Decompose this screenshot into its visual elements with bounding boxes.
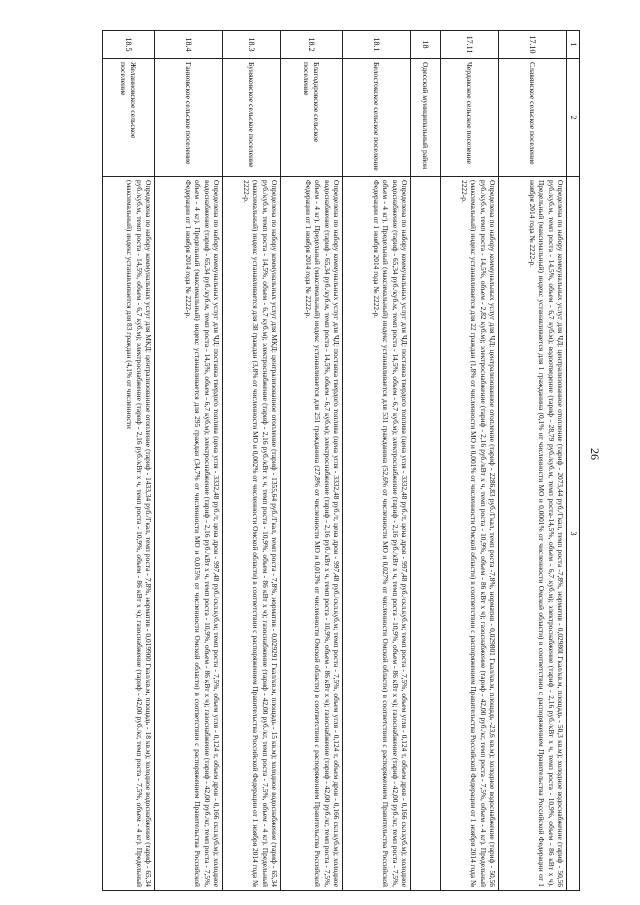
municipality-name: Ганновское сельское поселение <box>155 59 223 177</box>
row-description: Определена по набору коммунальных услуг для ЧД: централизованное отопление (тариф - 2286,83 руб./Гкал, темп роста -7,8%, норматив - 0,029801 Гкал/кв.м, площадь -23,6 кв.м); холодное водоснабжение (тариф - 50,56 руб./куб.м, темп роста - 14,5%, объем - 2,82 куб.м); электроснабжение (тариф - 2,16 руб./кВт x ч, темп роста - 10,9%, объем - 86 кВт x ч); газоснабжение (тариф - 42,00 руб./кг, темп роста - 7,5%, объем - 4 кг). Предельный (максимальный) индекс устанавливается для 22 граждан (1,8% от численности МО и 0,001% от численности Омской области) в соответствии с распоряжением Правительства Российской Федерации от 1 ноября 2014 года № 2222-р. <box>441 177 499 891</box>
row-number: 18.3 <box>223 31 281 59</box>
row-description: Определена по набору коммунальных услуг для МКД: централизованное отопление (тариф - 1433,34 руб./Гкал, темп роста - 7,8%, норматив - 0,019900 Гкал/кв.м, площадь - 18 кв.м); холодное водоснабжение (тариф - 65,34 руб./куб.м, темп роста - 14,5%, объем - 6,7 куб.м); электроснабжение (тариф - 2,16 руб./кВт x ч, темп роста - 10,9%, объем - 86 кВт x ч); газоснабжение (тариф - 42,00 руб./кг, темп роста - 7,5%, объем - 4 кг). Предельный (максимальный) индекс устанавливается для 83 граждан (4,1% от численности <box>103 177 155 891</box>
municipality-name: Славянское сельское поселение <box>499 59 567 177</box>
row-number: 18.1 <box>343 31 411 59</box>
header-col-2: 2 <box>567 59 580 177</box>
table-header-row <box>567 31 580 891</box>
table-row <box>343 31 411 891</box>
table-row <box>411 31 441 891</box>
row-number: 18.2 <box>281 31 343 59</box>
row-description <box>411 177 441 891</box>
municipality-name: Чердакское сельское поселение <box>441 59 499 177</box>
row-number: 18 <box>411 31 441 59</box>
page-number: 26 <box>588 448 602 460</box>
table-row <box>103 31 155 891</box>
row-number: 18.4 <box>155 31 223 59</box>
municipality-name: Одесский муниципальный район <box>411 59 441 177</box>
row-number: 17.10 <box>499 31 567 59</box>
municipality-name: Буняковское сельское поселение <box>223 59 281 177</box>
row-description: Определена по набору коммунальных услуг для ЧД: поставка твердого топлива (цена угля - 3332,48 руб./т, цена дров - 997,48 руб./скл.куб.м; темп роста - 7,5%, объем угля - 0,124 т, объем дров - 0,166 скл.куб.м); холодное водоснабжение (тариф - 65,34 руб./куб.м, темп роста - 14,5%, объем - 6,7 куб.м); электроснабжение (тариф - 2,16 руб./кВт x ч, темп роста - 10,9%, объем - 86 кВт x ч); газоснабжение (тариф - 42,00 руб./кг, темп роста - 7,5%, объем - 4 кг). Предельный (максимальный) индекс устанавливается для 531 гражданина (52,6% от численности МО и 0,027% от численности Омской области) в соответствии с распоряжением Правительства Российской Федерации от 1 ноября 2014 года № 2222-р. <box>343 177 411 891</box>
table-row <box>441 31 499 891</box>
table-row <box>281 31 343 891</box>
row-description: Определена по набору коммунальных услуг для МКД: централизованное отопление (тариф - 1355,64 руб./Гкал, темп роста - 7,8%, норматив - 0,029291 Гкал/кв.м, площадь - 15 кв.м); холодное водоснабжение (тариф - 65,34 руб./куб.м, темп роста - 14,5%, объем - 6,7 куб.м); электроснабжение (тариф - 2,16 руб./кВт x ч, темп роста - 10,9%, объем - 86 кВт x ч); газоснабжение (тариф - 42,00 руб./кг, темп роста - 7,5%, объем - 4 кг). Предельный (максимальный) индекс устанавливается для 38 граждан (3,8% от численности МО и 0,002% от численности Омской области) в соответствии с распоряжением Правительства Российской Федерации от 1 ноября 2014 года № 2222-р. <box>223 177 281 891</box>
table-row <box>223 31 281 891</box>
row-number: 18.5 <box>103 31 155 59</box>
tariff-table <box>102 30 580 891</box>
row-number: 17.11 <box>441 31 499 59</box>
header-col-1: 1 <box>567 31 580 59</box>
municipality-name: Благодаровское сельское поселение <box>281 59 343 177</box>
row-description: Определена по набору коммунальных услуг для ЧД: централизованное отопление (тариф - 2073,44 руб./Гкал, темп роста -7,8%, норматив - 0,02980l Гкал/кв.м, площадь - 50,3 кв.м); холодное водоснабжение (тариф - 50,56 руб./куб.м, темп роста - 14,5%, объем - 6,7 куб.м); водоотведение (тариф - 28,79 руб./куб.м, темп роста-14,5%, объем - 6,7 куб.м); электроснабжение (тариф - 2,16 руб./кВт x ч, темп роста - 10,9%, объем - 86 кВт x ч). Предельный (максимальный) индекс устанавливается для 1 гражданина (0,1% от численности МО и 0,0001% от численности Омской области) в соответствии с распоряжением Правительства Российской Федерации от 1 ноября 2014 года № 2222-р. <box>499 177 567 891</box>
row-description: Определена по набору коммунальных услуг для ЧД: поставка твердого топлива (цена угля - 3332,48 руб./т, цена дров - 997,48 руб./скл.куб.м; темп роста - 7,5%, объем угля - 0,124 т, объем дров - 0,166 скл.куб.м); холодное водоснабжение (тариф - 65,34 руб./куб.м, темп роста - 14,5%, объем - 6,7 куб.м); электроснабжение (тариф - 2,16 руб./кВт x ч, темп роста - 10,9%, объем - 86 кВт x ч); газоснабжение (тариф - 42,00 руб./кг, темп роста - 7,5%, объем - 4 кг). Предельный (максимальный) индекс устанавливается для 295 граждан (34,7% от численности МО и 0,015% от численности Омской области) в соответствии с распоряжением Правительства Российской Федерации от 1 ноября 2014 года № 2222-р. <box>155 177 223 891</box>
header-col-3: 3 <box>567 177 580 891</box>
table-row <box>499 31 567 891</box>
rotated-document-sheet <box>80 30 602 890</box>
table-row <box>155 31 223 891</box>
row-description: Определена по набору коммунальных услуг для ЧД: поставка твердого топлива (цена угля - 3332,48 руб./т, цена дров - 997,48 руб./скл.куб.м; темп роста - 7,5%, объем угля - 0,124 т, объем дров - 0,166 скл.куб.м); холодное водоснабжение (тариф - 65,34 руб./куб.м, темп роста - 14,5%, объем - 6,7 куб.м); электроснабжение (тариф - 2,16 руб./кВт x ч, темп роста - 10,9%, объем - 86 кВт x ч); газоснабжение (тариф - 42,00 руб./кг, темп роста - 7,5%, объем - 4 кг). Предельный (максимальный) индекс устанавливается для 251 гражданина (27,8% от численности МО и 0,013% от численности Омской области) в соответствии с распоряжением Правительства Российской Федерации от 1 ноября 2014 года № 2222-р. <box>281 177 343 891</box>
municipality-name: Белостокское сельское поселение <box>343 59 411 177</box>
municipality-name: Желанновское сельское поселение <box>103 59 155 177</box>
